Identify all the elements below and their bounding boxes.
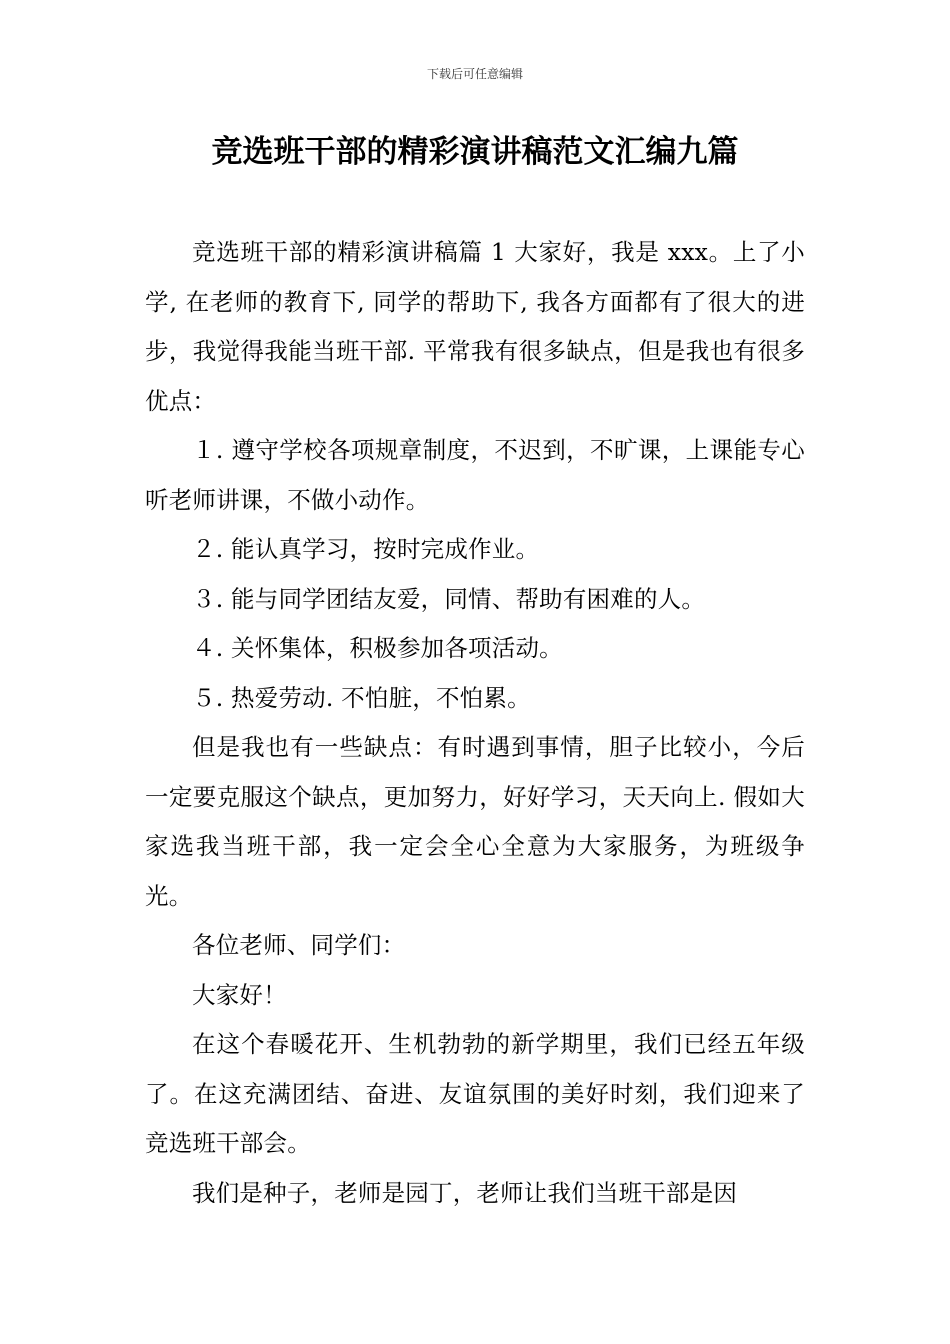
paragraph-spring: 在这个春暖花开、生机勃勃的新学期里，我们已经五年级了。在这充满团结、奋进、友谊氛围的美好时刻，我们迎来了竞选班干部会。 [145,1030,805,1157]
list-item-3: ３. 能与同学团结友爱，同情、帮助有困难的人。 [192,584,706,613]
paragraph-intro: 竞选班干部的精彩演讲稿篇 1 大家好，我是 xxx。上了小学, 在老师的教育下, 同学的帮助下, 我各方面都有了很大的进步，我觉得我能当班干部. 平常我有很多缺点，但是我也有很多优点： [145,238,805,415]
paragraph-seeds: 我们是种子，老师是园丁，老师让我们当班干部是因 [192,1178,738,1207]
header-note: 下载后可任意编辑 [426,67,523,81]
document-body [145,228,805,1218]
list-item-2: ２. 能认真学习，按时完成作业。 [192,535,540,563]
list-item-4: ４. 关怀集体，积极参加各项活动。 [192,634,563,662]
list-item-5: ５. 热爱劳动. 不怕脏，不怕累。 [192,683,531,712]
paragraph-greeting: 大家好！ [192,980,287,1009]
list-item-1: １. 遵守学校各项规章制度，不迟到，不旷课，上课能专心听老师讲课，不做小动作。 [145,436,805,514]
paragraph-shortcomings: 但是我也有一些缺点：有时遇到事情，胆子比较小，今后一定要克服这个缺点，更加努力，好好学习，天天向上. 假如大家选我当班干部，我一定会全心全意为大家服务，为班级争光。 [145,733,805,910]
document-title: 竞选班干部的精彩演讲稿范文汇编九篇 [211,134,739,170]
paragraph-salutation: 各位老师、同学们： [192,931,406,959]
